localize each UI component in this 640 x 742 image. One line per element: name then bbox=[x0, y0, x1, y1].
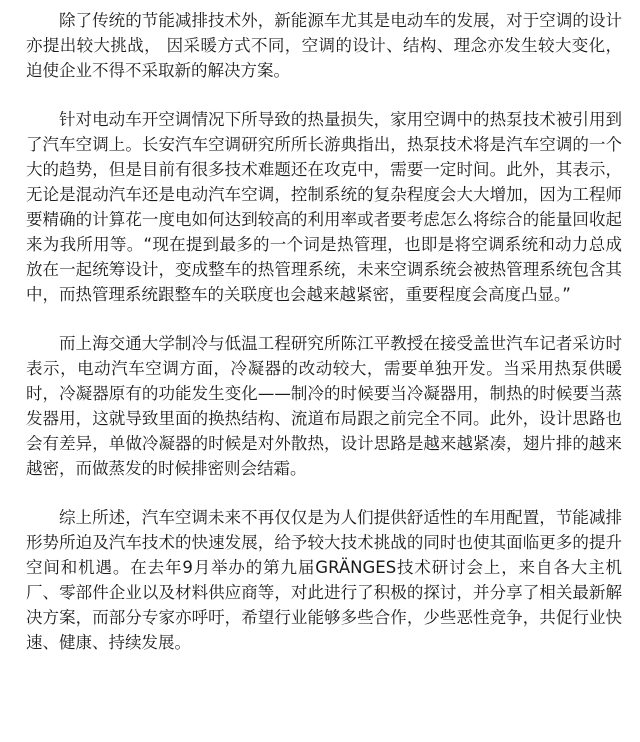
paragraph-1: 除了传统的节能减排技术外，新能源车尤其是电动车的发展，对于空调的设计亦提出较大挑战， 因采暖方式不同，空调的设计、结构、理念亦发生较大变化，迫使企业不得不采取新的解决方案。 bbox=[26, 11, 622, 80]
paragraph-3: 而上海交通大学制冷与低温工程研究所陈江平教授在接受盖世汽车记者采访时表示，电动汽车空调方面，冷凝器的改动较大，需要单独开发。当采用热泵供暖时，冷凝器原有的功能发生变化——制冷的时候要当冷凝器用，制热的时候要当蒸发器用，这就导致里面的换热结构、流道布局跟之前完全不同。此外，设计思路也会有差异，单做冷凝器的时候是对外散热，设计思路是越来越紧凑，翅片排的越来越密，而做蒸发的时候排密则会结霜。 bbox=[26, 334, 622, 478]
paragraph-4: 综上所述，汽车空调未来不再仅仅是为人们提供舒适性的车用配置，节能减排形势所迫及汽车技术的快速发展，给予较大技术挑战的同时也使其面临更多的提升空间和机遇。在去年9月举办的第九届GRÄNGES技术研讨会上，来自各大主机厂、零部件企业以及材料供应商等，对此进行了积极的探讨，并分享了相关最新解决方案，而部分专家亦呼吁，希望行业能够多些合作，少些恶性竞争，共促行业快速、健康、持续发展。 bbox=[26, 508, 622, 652]
paragraph-2: 针对电动车开空调情况下所导致的热量损失，家用空调中的热泵技术被引用到了汽车空调上。长安汽车空调研究所所长游典指出，热泵技术将是汽车空调的一个大的趋势，但是目前有很多技术难题还在攻克中，需要一定时间。此外，其表示，无论是混动汽车还是电动汽车空调，控制系统的复杂程度会大大增加，因为工程师要精确的计算花一度电如何达到较高的利用率或者要考虑怎么将综合的能量回收起来为我所用等。“现在提到最多的一个词是热管理，也即是将空调系统和动力总成放在一起统筹设计，变成整车的热管理系统，未来空调系统会被热管理系统包含其中，而热管理系统跟整车的关联度也会越来越紧密，重要程度会高度凸显。” bbox=[26, 110, 622, 304]
